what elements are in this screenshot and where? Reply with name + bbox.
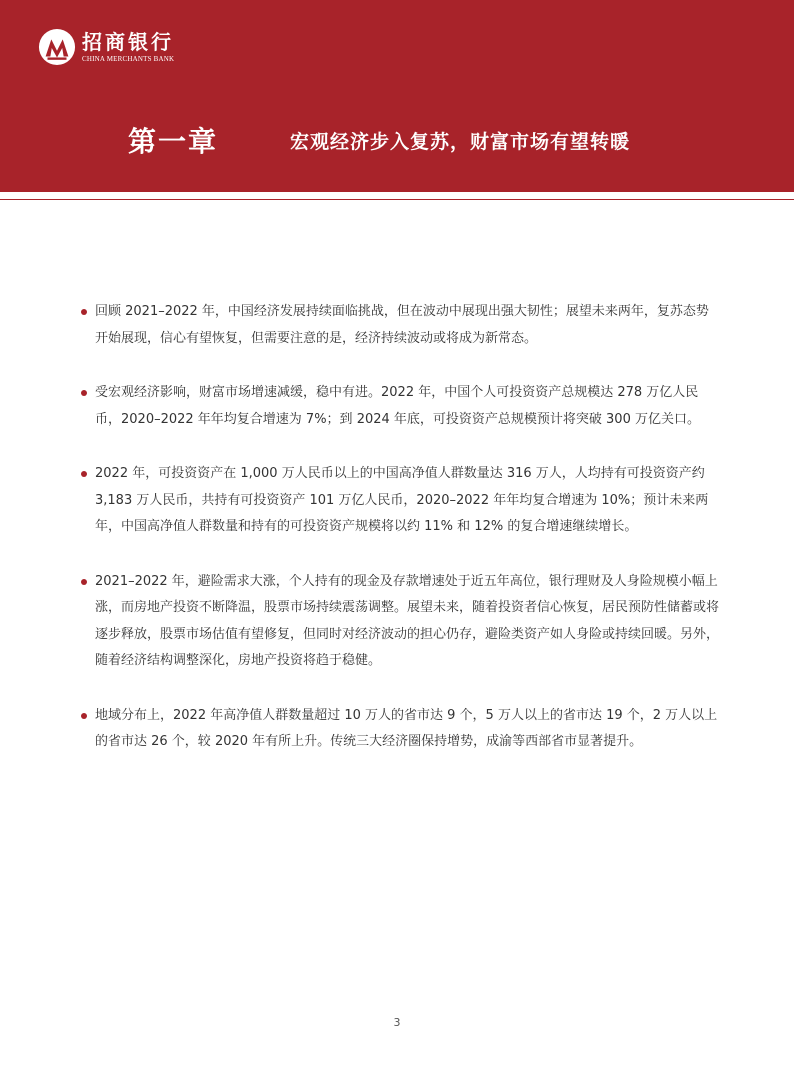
header-divider (0, 199, 794, 200)
list-item-text: 地域分布上，2022 年高净值人群数量超过 10 万人的省市达 9 个，5 万人以上的省市达 19 个，2 万人以上的省市达 26 个，较 2020 年有所上升。传统三大经济圈保持增势，成渝等西部省市显著提升。 (95, 707, 718, 749)
bank-logo (38, 28, 174, 66)
list-item (80, 461, 720, 541)
logo-name-cn: 招商银行 (82, 29, 174, 54)
logo-name-en: CHINA MERCHANTS BANK (82, 54, 175, 63)
page-number: 3 (393, 1016, 401, 1029)
list-item (80, 380, 720, 433)
chapter-header-banner (0, 0, 794, 192)
bullet-dot-icon (81, 579, 87, 585)
list-item-text: 2022 年，可投资资产在 1,000 万人民币以上的中国高净值人群数量达 316 万人，人均持有可投资资产约 3,183 万人民币，共持有可投资资产 101 万亿人民币，2020–2022 年年均复合增速为 10%；预计未来两年，中国高净值人群数量和持有的可投资资产规模将以约 11% 和 12% 的复合增速继续增长。 (95, 466, 709, 534)
bullet-dot-icon (81, 471, 87, 477)
logo-wordmark (82, 31, 174, 64)
key-findings-list (80, 299, 720, 784)
bullet-dot-icon (81, 713, 87, 719)
chapter-title: 宏观经济步入复苏，财富市场有望转暖 (290, 131, 631, 153)
list-item-text: 回顾 2021–2022 年，中国经济发展持续面临挑战，但在波动中展现出强大韧性；展望未来两年，复苏态势开始展现，信心有望恢复，但需要注意的是，经济持续波动或将成为新常态。 (95, 304, 709, 346)
list-item-text: 受宏观经济影响，财富市场增速减缓，稳中有进。2022 年，中国个人可投资资产总规模达 278 万亿人民币，2020–2022 年年均复合增速为 7%；到 2024 年底，可投资资产总规模预计将突破 300 万亿关口。 (95, 385, 700, 427)
list-item (80, 299, 720, 352)
bullet-dot-icon (81, 390, 87, 396)
list-item (80, 703, 720, 756)
bullet-dot-icon (81, 309, 87, 315)
chapter-number: 第一章 (128, 125, 219, 158)
cmb-logo-icon (38, 28, 76, 66)
list-item-text: 2021–2022 年，避险需求大涨，个人持有的现金及存款增速处于近五年高位，银行理财及人身险规模小幅上涨，而房地产投资不断降温，股票市场持续震荡调整。展望未来，随着投资者信心恢复，居民预防性储蓄或将逐步释放，股票市场估值有望修复，但同时对经济波动的担心仍存，避险类资产如人身险或持续回暖。另外，随着经济结构调整深化，房地产投资将趋于稳健。 (95, 573, 720, 668)
list-item (80, 569, 720, 675)
